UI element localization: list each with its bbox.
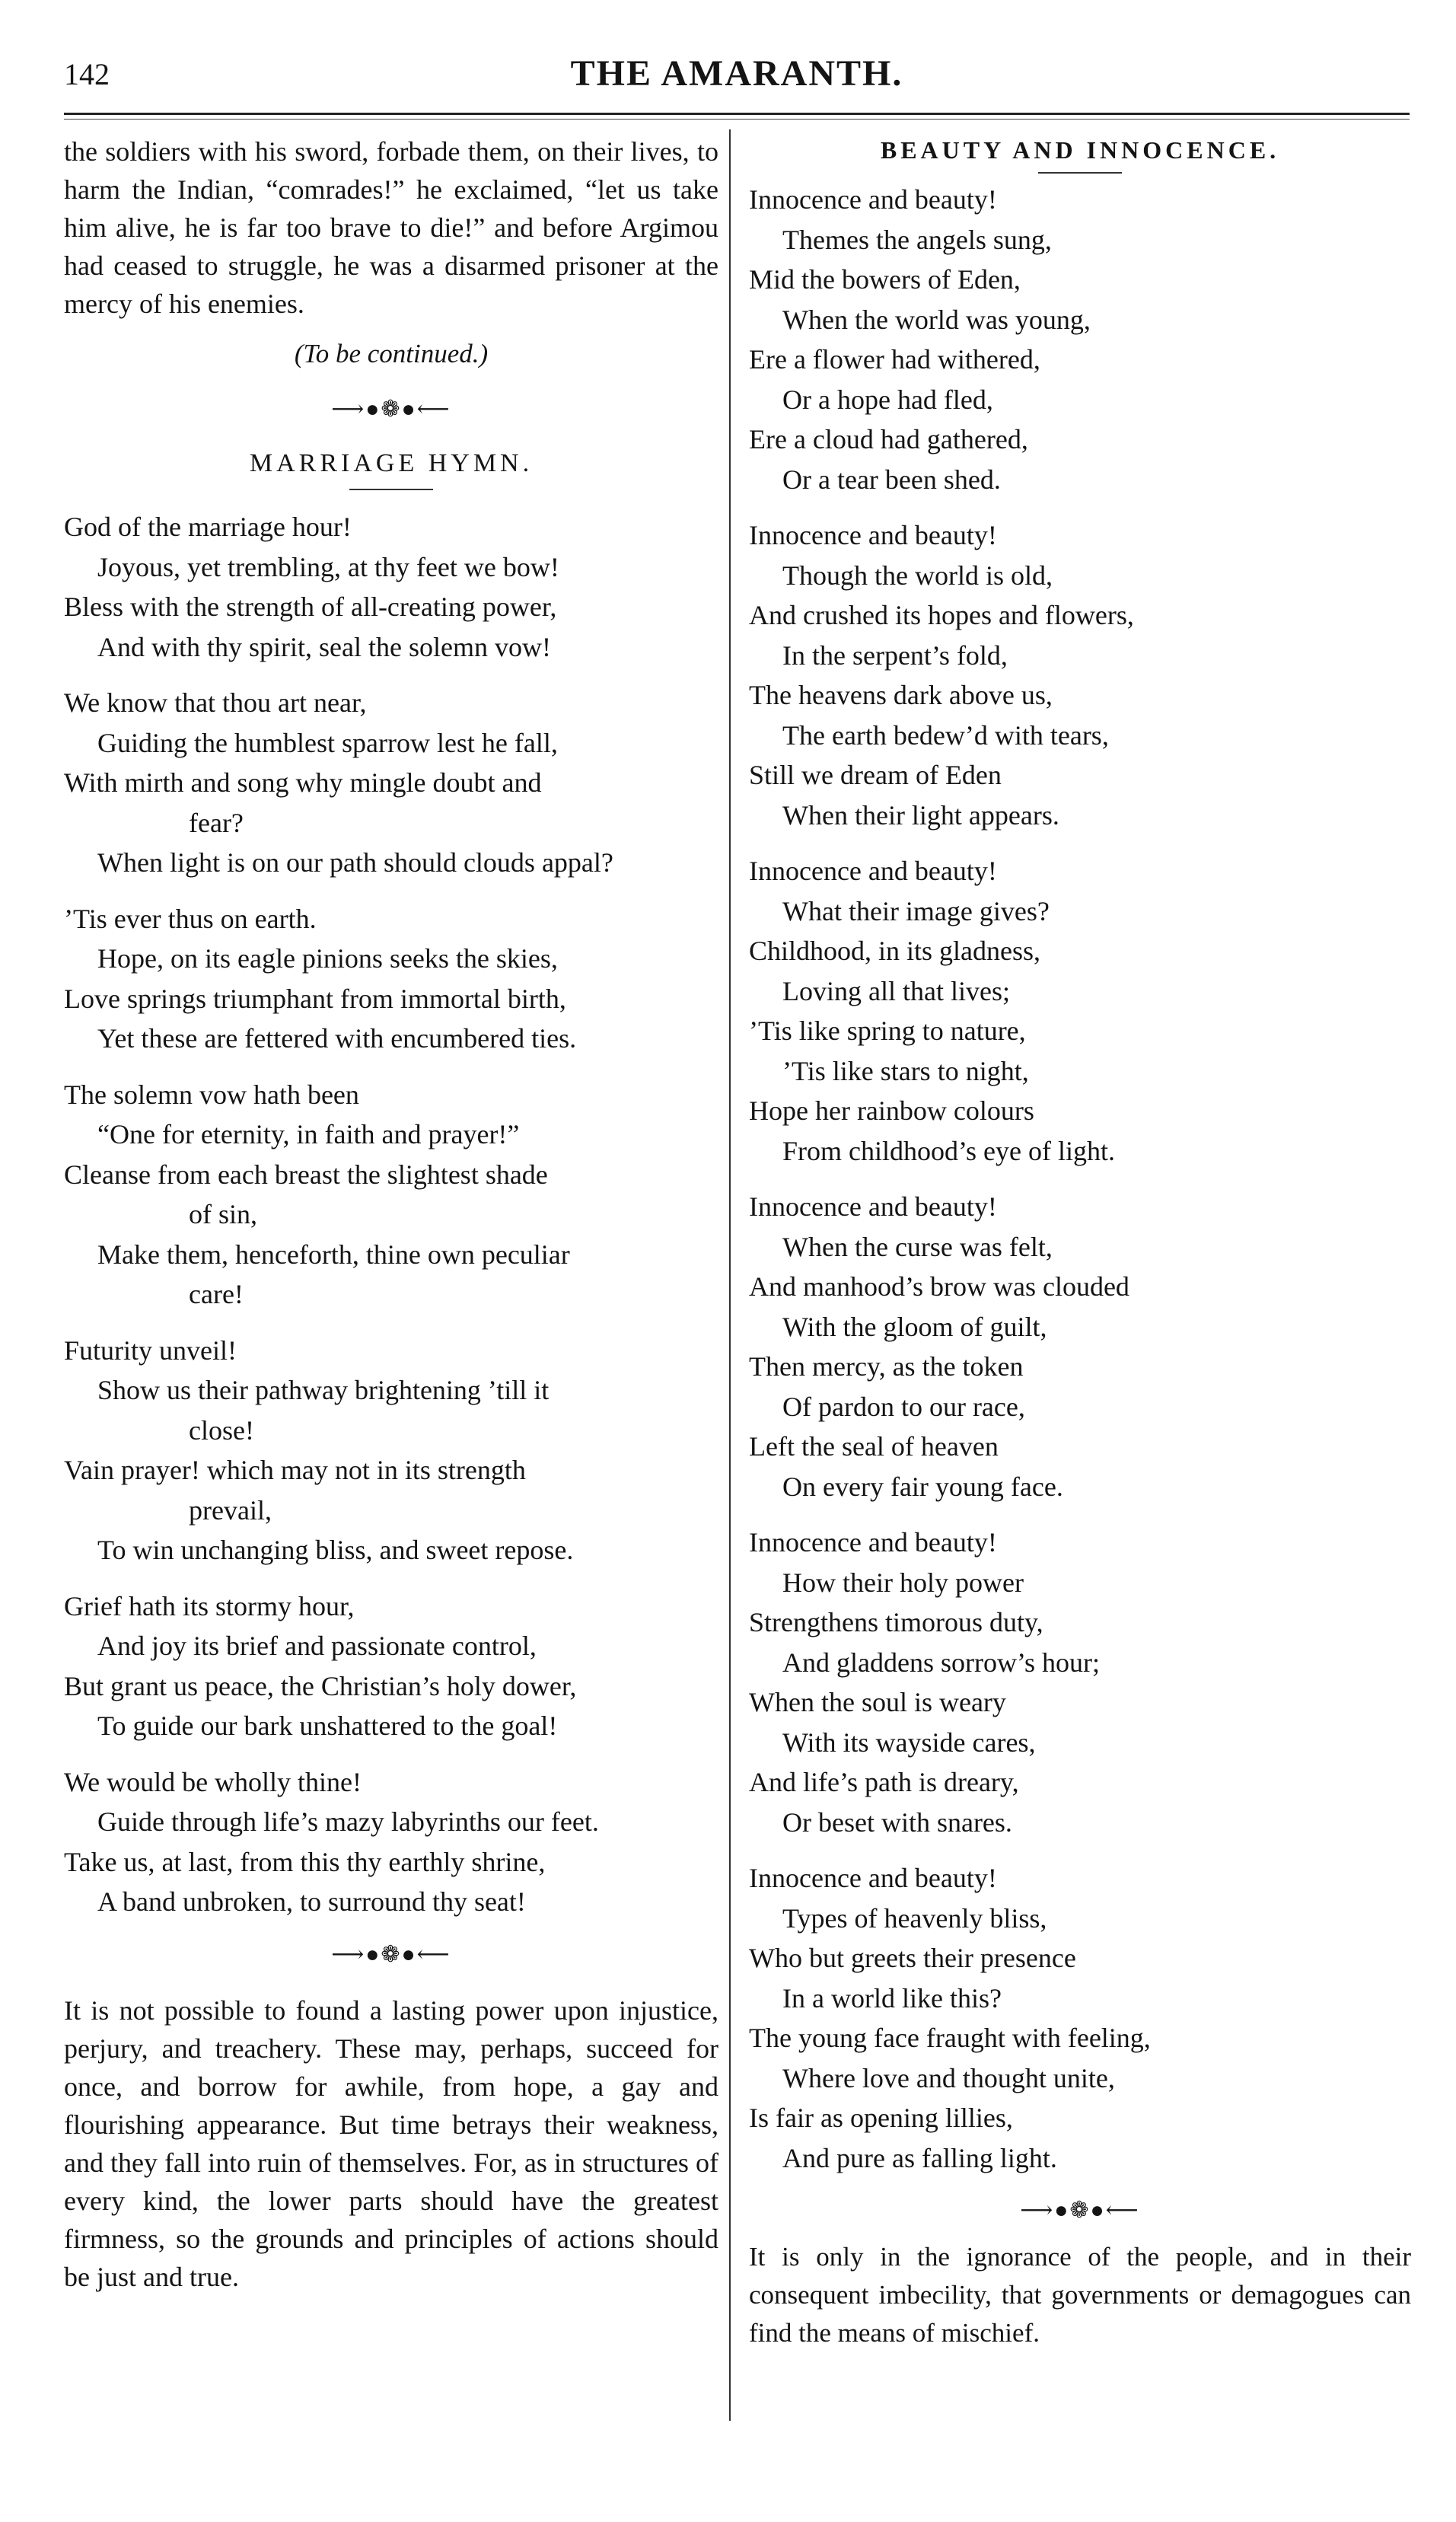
poem-line: Still we dream of Eden [749, 760, 1002, 790]
poem-line: Ere a flower had withered, [749, 344, 1040, 375]
stanza [749, 1187, 1411, 1507]
stanza [64, 1586, 718, 1746]
stanza [64, 683, 718, 883]
poem-line: Themes the angels sung, [782, 224, 1052, 255]
poem-line: When light is on our path should clouds appal? [97, 847, 613, 878]
poem-line: Innocence and beauty! [749, 856, 997, 886]
poem-line: care! [189, 1279, 244, 1309]
poem-line: Of pardon to our race, [782, 1391, 1025, 1422]
poem-line: The solemn vow hath been [64, 1079, 359, 1110]
poem-line: Ere a cloud had gathered, [749, 424, 1028, 454]
poem-line: To win unchanging bliss, and sweet repose. [97, 1535, 574, 1565]
poem-line: And life’s path is dreary, [749, 1767, 1019, 1797]
poem-line: When their light appears. [782, 799, 1059, 831]
poem-line: ’Tis like spring to nature, [749, 1015, 1026, 1046]
poem-line: ’Tis ever thus on earth. [64, 903, 317, 934]
poem-line: Guide through life’s mazy labyrinths our feet. [97, 1806, 599, 1837]
poem-line: Hope, on its eagle pinions seeks the skies, [97, 943, 558, 974]
poem-line: With the gloom of guilt, [782, 1311, 1047, 1342]
poem-line: The heavens dark above us, [749, 680, 1053, 710]
title-rule [349, 489, 433, 490]
poem-line: Take us, at last, from this thy earthly shrine, [64, 1846, 546, 1877]
poem-title: BEAUTY AND INNOCENCE. [880, 136, 1280, 164]
poem-line: On every fair young face. [782, 1471, 1063, 1502]
poem-line: What their image gives? [782, 895, 1050, 926]
poem-line: Cleanse from each breast the slightest shade [64, 1159, 548, 1190]
poem-line: In the serpent’s fold, [782, 639, 1008, 671]
poem-line: And joy its brief and passionate control, [97, 1631, 537, 1661]
stanza [749, 851, 1411, 1171]
hymn-body [64, 507, 718, 1922]
poem-line: We know that thou art near, [64, 687, 367, 718]
poem-line: Vain prayer! which may not in its strength [64, 1455, 526, 1485]
poem-line: And crushed its hopes and flowers, [749, 600, 1134, 630]
poem-line: Innocence and beauty! [749, 1191, 997, 1222]
ornament-divider-2: ⟶●❁●⟵ [331, 1941, 451, 1967]
poem-line: And with thy spirit, seal the solemn vow! [97, 631, 551, 662]
poem-line: The earth bedew’d with tears, [782, 719, 1109, 751]
poem-line: Then mercy, as the token [749, 1351, 1024, 1382]
poem-line: Is fair as opening lillies, [749, 2103, 1013, 2133]
continued-note: (To be continued.) [294, 339, 489, 368]
closing-paragraph-left: It is not possible to found a lasting power upon injustice, perjury, and treachery. These may, perhaps, succeed for once, and borrow for awhile, from hope, a gay and flourishing appearance. But time betrays their weakness, and they fall into ruin of themselves. For, as in structures of every kind, the lower parts should have the greatest firmness, so the grounds and principles of actions should be just and true. [64, 1994, 718, 2292]
stanza [64, 899, 718, 1059]
poem-line: ’Tis like stars to night, [782, 1055, 1029, 1086]
poem-line: close! [189, 1414, 254, 1446]
poem-line: Guiding the humblest sparrow lest he fall, [97, 727, 558, 758]
poem-line: When the soul is weary [749, 1687, 1006, 1717]
poem-line: fear? [189, 807, 244, 838]
poem-line: Mid the bowers of Eden, [749, 264, 1021, 295]
poem-line: Or beset with snares. [782, 1806, 1012, 1838]
poem-line: “One for eternity, in faith and prayer!” [97, 1119, 520, 1149]
poem-line: Childhood, in its gladness, [749, 936, 1041, 966]
poem-line: Yet these are fettered with encumbered ties. [97, 1023, 577, 1054]
stanza [749, 515, 1411, 835]
poem-line: Innocence and beauty! [749, 1527, 997, 1558]
poem-line: The young face fraught with feeling, [749, 2023, 1151, 2053]
poem-line: And pure as falling light. [782, 2142, 1057, 2173]
poem-line: When the world was young, [782, 304, 1091, 335]
stanza [64, 1331, 718, 1570]
poem-line: From childhood’s eye of light. [782, 1135, 1115, 1166]
ornament-divider-right: ⟶●❁●⟵ [1020, 2198, 1140, 2223]
poem-line: Though the world is old, [782, 560, 1053, 591]
stanza [749, 180, 1411, 499]
poem-line: of sin, [189, 1199, 257, 1229]
title-rule-right [1038, 172, 1122, 174]
poem-line: With mirth and song why mingle doubt and [64, 767, 542, 798]
poem-line: But grant us peace, the Christian’s holy dower, [64, 1670, 577, 1701]
poem-line: How their holy power [782, 1567, 1024, 1598]
poem-line: Left the seal of heaven [749, 1431, 999, 1462]
poem-line: Innocence and beauty! [749, 1863, 997, 1893]
header-rule-thin [64, 119, 1410, 120]
stanza [749, 1858, 1411, 2178]
poem-line: Or a hope had fled, [782, 384, 993, 415]
right-column [749, 132, 1411, 2352]
story-paragraph: the soldiers with his sword, forbade them, on their lives, to harm the Indian, “comrades!” he exclaimed, “let us take him alive, he is far too brave to die!” and before Argimou had ceased to struggle, he was a disarmed prisoner at the mercy of his enemies. [64, 136, 718, 319]
poem-line: Futurity unveil! [64, 1334, 237, 1366]
poem-line: To guide our bark unshattered to the goal! [97, 1711, 558, 1741]
stanza [64, 507, 718, 667]
poem-line: Grief hath its stormy hour, [64, 1590, 355, 1621]
poem-line: prevail, [189, 1494, 272, 1526]
poem-line: We would be wholly thine! [64, 1766, 362, 1797]
header-rule [64, 113, 1410, 115]
poem-line: Joyous, yet trembling, at thy feet we bow! [97, 551, 559, 582]
stanza [64, 1075, 718, 1315]
closing-paragraph-right: It is only in the ignorance of the people, and in their consequent imbecility, that governments or demagogues can find the means of mischief. [749, 2242, 1411, 2348]
hymn-title: MARRIAGE HYMN. [249, 449, 534, 477]
ornament-divider: ⟶●❁●⟵ [331, 397, 451, 422]
poem-line: A band unbroken, to surround thy seat! [97, 1886, 526, 1917]
journal-title: THE AMARANTH. [570, 53, 903, 94]
poem-line: Strengthens timorous duty, [749, 1607, 1043, 1637]
poem-line: Make them, henceforth, thine own peculiar [97, 1239, 570, 1270]
poem-line: Love springs triumphant from immortal birth, [64, 983, 566, 1014]
poem-line: In a world like this? [782, 1982, 1002, 2013]
poem-line: Innocence and beauty! [749, 520, 997, 550]
poem-line: Innocence and beauty! [749, 184, 997, 215]
poem-line: Hope her rainbow colours [749, 1095, 1034, 1126]
page-header [64, 52, 1410, 105]
poem-line: Show us their pathway brightening ’till it [97, 1375, 550, 1405]
poem-line: Or a tear been shed. [782, 464, 1001, 495]
column-divider [729, 129, 731, 2421]
page-number: 142 [64, 57, 110, 91]
poem-line: Types of heavenly bliss, [782, 1902, 1047, 1934]
poem-line: When the curse was felt, [782, 1231, 1053, 1262]
poem-line: God of the marriage hour! [64, 512, 352, 542]
stanza [749, 1522, 1411, 1842]
poem-line: Who but greets their presence [749, 1943, 1076, 1973]
poem-line: Where love and thought unite, [782, 2062, 1115, 2093]
poem-line: Bless with the strength of all-creating power, [64, 591, 557, 622]
poem-line: And gladdens sorrow’s hour; [782, 1647, 1100, 1678]
stanza [64, 1762, 718, 1922]
poem-line: And manhood’s brow was clouded [749, 1271, 1129, 1302]
poem-body [749, 180, 1411, 2178]
poem-line: With its wayside cares, [782, 1727, 1036, 1758]
left-column [64, 132, 718, 2296]
poem-line: Loving all that lives; [782, 975, 1010, 1006]
